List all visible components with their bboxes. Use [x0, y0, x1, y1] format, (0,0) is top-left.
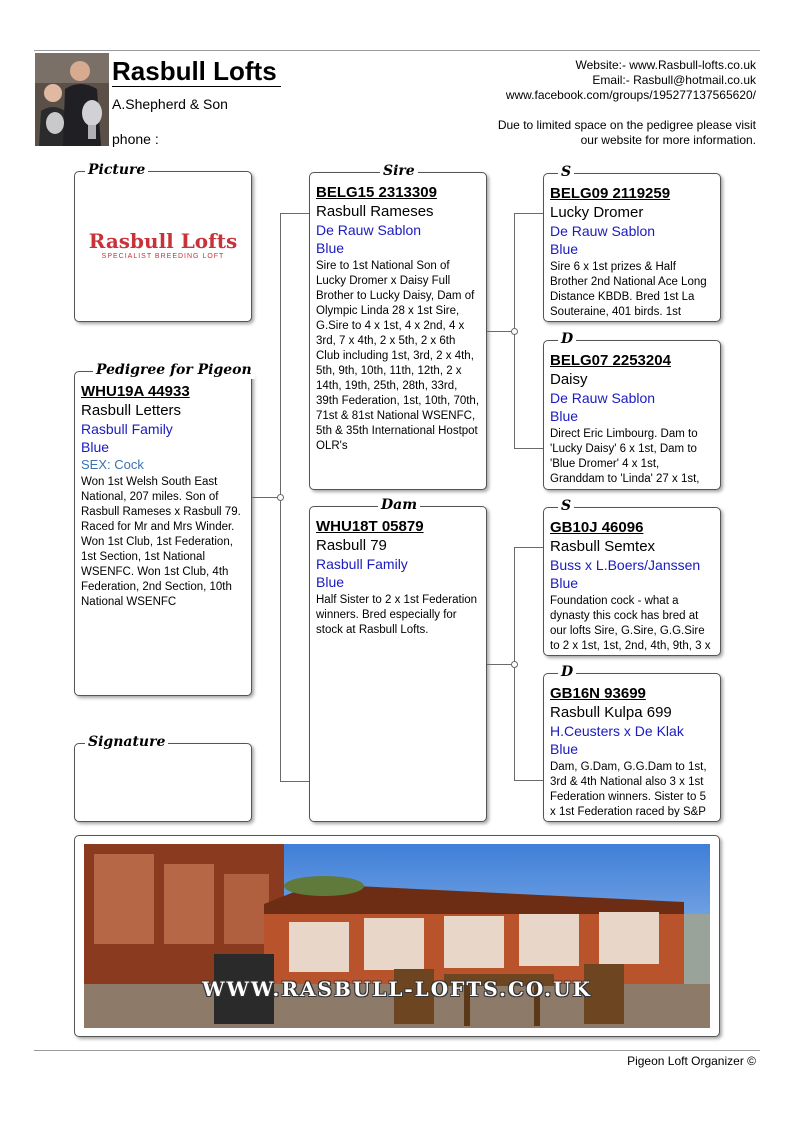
connector-to-dam-sire [514, 547, 543, 548]
pigeon-notes: Won 1st Welsh South East National, 207 miles. Son of Rasbull Rameses x Rasbull 79. Raced for Mr and Mrs Winder. Won 1st Club, 1st Federation, 1st Section, 1st National WSENFC. Won 1st Club, 4th Federation, 2nd Section, 10th National WSENFC [81, 476, 241, 608]
pigeon-sex: SEX: Cock [81, 457, 144, 472]
sire-card [309, 163, 487, 490]
dam-ring-number: WHU18T 05879 [316, 518, 424, 535]
dam-dam-notes: Dam, G.Dam, G.G.Dam to 1st, 3rd & 4th National also 3 x 1st Federation winners. Sister to 5 x 1st Federation raced by S&P [550, 761, 707, 817]
sire-card-title: Sire [380, 162, 418, 180]
connector-node-sire [511, 328, 518, 335]
sire-dam-details [550, 351, 714, 485]
sire-sire-details [550, 184, 714, 317]
connector-to-sire [280, 213, 309, 214]
signature-card-title: Signature [85, 733, 168, 751]
owner-photo [35, 53, 109, 146]
sire-dam-card-title: D [558, 330, 576, 348]
pigeon-card [74, 362, 252, 696]
sire-sire-ring-number: BELG09 2119259 [550, 185, 671, 202]
dam-name: Rasbull 79 [316, 537, 387, 554]
sire-sire-card [543, 164, 721, 322]
dam-sire-details [550, 518, 714, 651]
connector-pigeon [252, 497, 280, 498]
dam-sire-card-title: S [558, 497, 574, 515]
connector-node-dam [511, 661, 518, 668]
dam-sire-card [543, 498, 721, 656]
dam-dam-ring-number: GB16N 93699 [550, 685, 646, 702]
sire-colour: Blue [316, 240, 345, 256]
facebook-text: www.facebook.com/groups/195277137565620/ [505, 88, 756, 102]
sire-details [316, 183, 480, 485]
website-notice [426, 118, 756, 148]
loft-logo [75, 230, 251, 260]
logo-subtitle: SPECIALIST BREEDING LOFT [101, 253, 225, 260]
banner-website-text: WWW.RASBULL-LOFTS.CO.UK [202, 977, 592, 1001]
notice-line-1: Due to limited space on the pedigree please visit [497, 118, 756, 132]
sire-dam-ring-number: BELG07 2253204 [550, 352, 671, 369]
sire-dam-family: De Rauw Sablon [550, 390, 656, 406]
connector-to-sire-sire [514, 213, 543, 214]
sire-dam-colour: Blue [550, 408, 579, 424]
dam-dam-family: H.Ceusters x De Klak [550, 723, 684, 739]
phone-label: phone : [112, 131, 159, 147]
pigeon-ring-number: WHU19A 44933 [81, 383, 190, 400]
sire-ring-number: BELG15 2313309 [316, 184, 437, 201]
dam-family: Rasbull Family [316, 556, 408, 572]
dam-dam-card-title: D [558, 663, 576, 681]
connector-node-pigeon [277, 494, 284, 501]
logo-text: Rasbull Lofts [88, 229, 238, 253]
picture-card-title: Picture [85, 161, 148, 179]
dam-dam-details [550, 684, 714, 817]
pigeon-card-title: Pedigree for Pigeon [93, 361, 255, 379]
loft-photo [84, 844, 710, 1028]
footer-rule [34, 1050, 760, 1051]
dam-colour: Blue [316, 574, 345, 590]
notice-line-2: our website for more information. [580, 133, 756, 147]
connector-to-sire-dam [514, 448, 543, 449]
dam-sire-notes: Foundation cock - what a dynasty this cock has bred at our lofts Sire, G.Sire, G.G.Sire to 2 x 1st, 1st, 2nd, 4th, 9th, 3 x [550, 595, 711, 651]
pigeon-details [81, 382, 245, 691]
footer-credit: Pigeon Loft Organizer © [627, 1054, 756, 1068]
dam-card-title: Dam [378, 496, 420, 514]
connector-to-dam-dam [514, 780, 543, 781]
sire-sire-family: De Rauw Sablon [550, 223, 656, 239]
banner-card [74, 835, 720, 1037]
picture-card [74, 162, 252, 322]
sire-sire-colour: Blue [550, 241, 579, 257]
sire-dam-notes: Direct Eric Limbourg. Dam to 'Lucky Daisy' 6 x 1st, Dam to 'Blue Dromer' 4 x 1st, Granddam to 'Linda' 27 x 1st, [550, 428, 700, 485]
dam-notes: Half Sister to 2 x 1st Federation winners. Bred especially for stock at Rasbull Lofts. [316, 594, 478, 636]
sire-family: De Rauw Sablon [316, 222, 422, 238]
website-text: Website:- www.Rasbull-lofts.co.uk [575, 58, 756, 72]
pigeon-family: Rasbull Family [81, 421, 173, 437]
sire-sire-notes: Sire 6 x 1st prizes & Half Brother 2nd National Ace Long Distance KBDB. Bred 1st La Souteraine, 401 birds. 1st [550, 261, 707, 317]
dam-sire-ring-number: GB10J 46096 [550, 519, 644, 536]
contact-info [356, 58, 756, 103]
sire-sire-name: Lucky Dromer [550, 204, 644, 221]
sire-notes: Sire to 1st National Son of Lucky Dromer x Daisy Full Brother to Lucky Daisy, Dam of Olympic Linda 28 x 1st Sire, G.Sire to 4 x 1st, 4 x 2nd, 4 x 3rd, 7 x 4th, 2 x 5th, 2 x 6th Club including 1st, 3rd, 2 x 4th, 5th, 9th, 10th, 11th, 12th, 2 x 14th, 19th, 25th, 28th, 33rd, 39th Federation, 1st, 10th, 70th, 71st & 81st National WSENFC, 5th & 35th International Hostpot OLR's [316, 260, 480, 452]
pigeon-name: Rasbull Letters [81, 402, 182, 419]
dam-sire-family: Buss x L.Boers/Janssen [550, 557, 701, 573]
header-top-rule [34, 50, 760, 51]
sire-name: Rasbull Rameses [316, 203, 434, 220]
dam-card [309, 497, 487, 822]
owner-name: A.Shepherd & Son [112, 96, 228, 112]
signature-card [74, 734, 252, 822]
loft-name: Rasbull Lofts [112, 56, 281, 87]
dam-dam-colour: Blue [550, 741, 579, 757]
pigeon-colour: Blue [81, 439, 110, 455]
dam-sire-name: Rasbull Semtex [550, 538, 656, 555]
dam-dam-name: Rasbull Kulpa 699 [550, 704, 672, 721]
email-text: Email:- Rasbull@hotmail.co.uk [592, 73, 756, 87]
connector-to-dam [280, 781, 309, 782]
dam-sire-colour: Blue [550, 575, 579, 591]
sire-dam-name: Daisy [550, 371, 588, 388]
dam-details [316, 517, 480, 817]
sire-dam-card [543, 331, 721, 490]
dam-dam-card [543, 664, 721, 822]
sire-sire-card-title: S [558, 163, 574, 181]
